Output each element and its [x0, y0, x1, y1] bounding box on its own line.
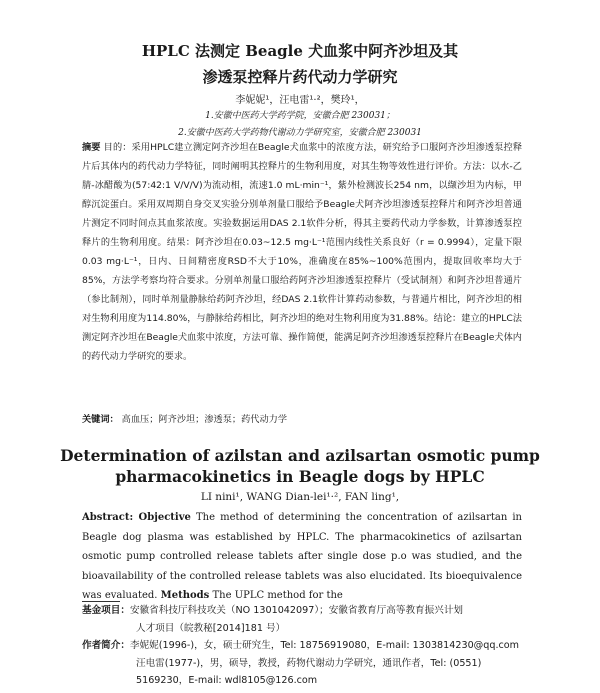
title-cn-line-2: 渗透泵控释片药代动力学研究: [202, 68, 398, 86]
keywords-cn: [82, 410, 522, 429]
title-en-line-2: pharmacokinetics in Beagle dogs by HPLC: [115, 467, 485, 486]
fund-note: [82, 602, 522, 637]
affiliation-cn-1: 1.安徽中医药大学药学院，安徽合肥 230031；: [205, 111, 395, 121]
keywords-cn-label: 关键词：: [82, 414, 119, 425]
abstract-en-methods-label: Methods: [160, 590, 210, 601]
author-intro: [82, 637, 522, 690]
authors-cn: 李妮妮¹，汪电雷¹·²，樊玲¹，: [235, 95, 365, 106]
fund-label: 基金项目：: [82, 605, 130, 616]
affiliation-cn-2: 2.安徽中医药大学药物代谢动力学研究室，安徽合肥 230031: [178, 128, 422, 138]
abstract-cn-label: 摘要: [82, 142, 101, 153]
abstract-cn-text: 目的：采用HPLC建立测定阿齐沙坦在Beagle犬血浆中的浓度方法，研究给予口服阿齐沙坦渗透泵控释片后其体内的药代动力学特征，同时阐明其控释片的生物利用度，对其生物等效性进行评价。方法：以水-乙腈-冰醋酸为(57:42:1 V/V/V)为流动相，流速1.0 mL·min⁻¹，紫外检测波长254 nm，以缬沙坦为内标，甲醇沉淀蛋白。采用双周期自身交叉实验分别单剂量口服给予Beagle犬阿齐沙坦渗透泵控释片和阿齐沙坦普通片测定不同时间点其血浆浓度。实验数据运用DAS 2.1软件分析，得其主要药代动力学参数，计算渗透泵控释片的生物利用度。结果：阿齐沙坦在0.03~12.5 mg·L⁻¹范围内线性关系良好（r = 0.9994），定量下限0.03 mg·L⁻¹，日内、日间精密度RSD不大于10%，准确度在85%~100%范围内，提取回收率均大于85%，方法学考察均符合要求。分别单剂量口服给药阿齐沙坦渗透泵控释片（受试制剂）和阿齐沙坦普通片（参比制剂），同时单剂量静脉给药阿齐沙坦，经DAS 2.1软件计算药动参数，与普通片相比，阿齐沙坦的相对生物利用度为114.80%，与静脉给药相比，阿齐沙坦的绝对生物利用度为31.88%。结论：建立的HPLC法测定阿齐沙坦在Beagle犬血浆中浓度，方法可靠、操作简便，能满足阿齐沙坦渗透泵控释片在Beagle犬体内的药代动力学研究的要求。: [82, 142, 523, 362]
abstract-en: [82, 508, 522, 606]
author-intro-1: 李妮妮(1996-)，女，硕士研究生，Tel: 18756919080，E-mail: 1303814230@qq.com: [129, 640, 519, 651]
title-cn-line-1: HPLC 法测定 Beagle 犬血浆中阿齐沙坦及其: [141, 42, 459, 60]
fund-text-2: 人才项目（皖教秘[2014]181 号）: [136, 622, 286, 634]
abstract-en-methods-text: The UPLC method for the: [212, 590, 343, 601]
title-en-line-1: Determination of azilstan and azilsartan osmotic pump: [60, 446, 540, 465]
keywords-cn-text: 高血压；阿齐沙坦；渗透泵；药代动力学: [121, 414, 288, 425]
authors-en: LI nini¹, WANG Dian-lei¹·², FAN ling¹,: [200, 491, 400, 503]
abstract-cn: [82, 138, 522, 366]
abstract-en-label: Abstract: Objective: [82, 512, 191, 523]
author-intro-2: 汪电雷(1977-)，男，硕导，教授，药物代谢动力学研究，通讯作者，Tel: (0551): [136, 657, 482, 669]
author-intro-label: 作者简介：: [82, 640, 130, 651]
author-intro-3: 5169230，E-mail: wdl8105@126.com: [136, 675, 318, 686]
abstract-en-text: The method of determining the concentration of azilsartan in Beagle dog plasma was established by HPLC. The pharmacokinetics of azilsartan osmotic pump controlled release tablets after single dose p.o was studied, and the bioavailability of the controlled release tablets was also elucidated. Its bioequivalence was evaluated.: [82, 512, 523, 601]
fund-text-1: 安徽省科技厅科技攻关（NO 1301042097）；安徽省教育厅高等教育振兴计划: [129, 605, 464, 616]
